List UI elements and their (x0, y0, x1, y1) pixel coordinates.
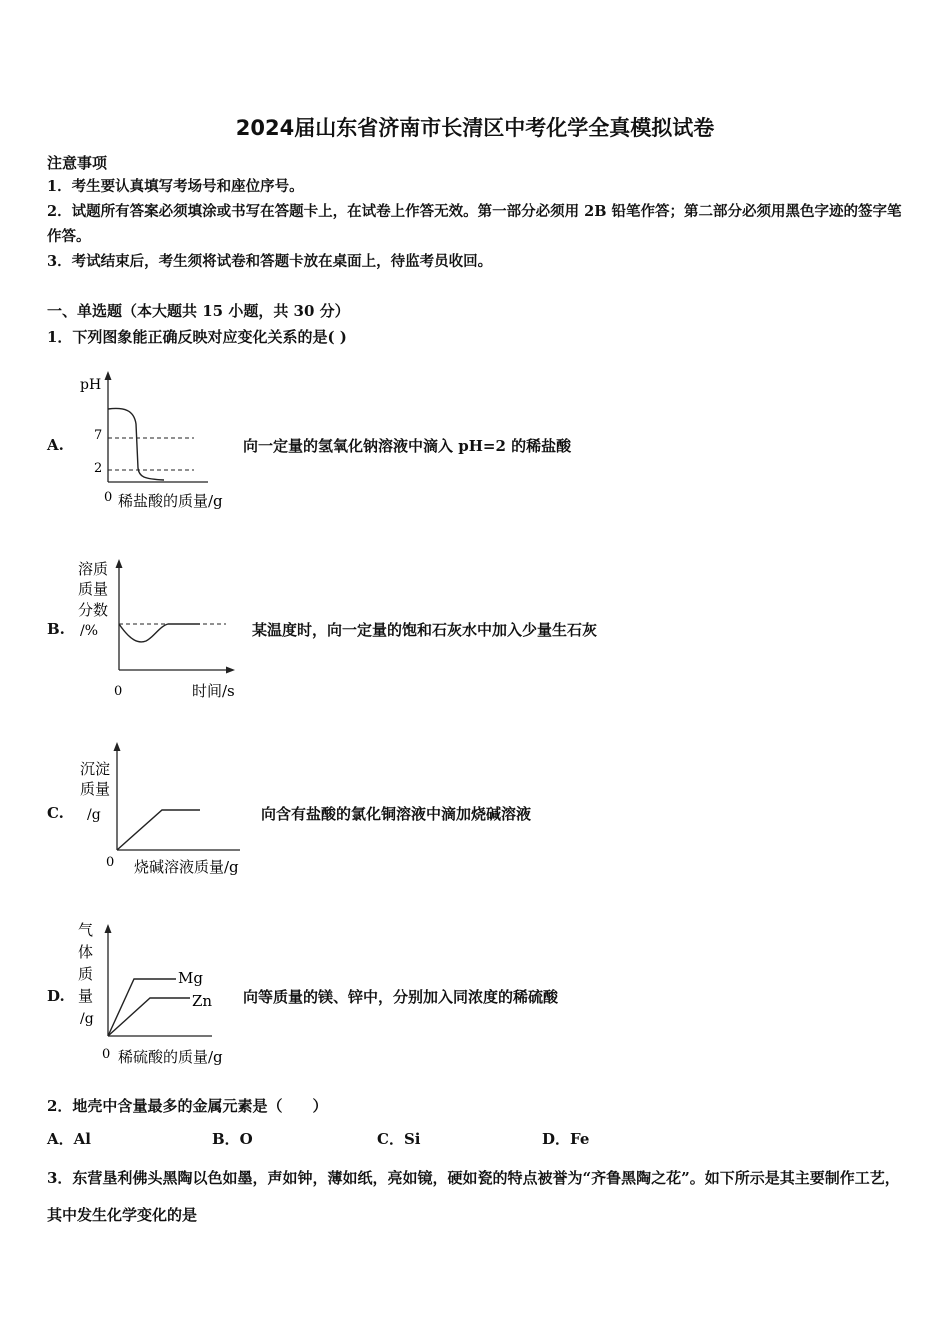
option-c-text: 向含有盐酸的氯化铜溶液中滴加烧碱溶液 (261, 805, 532, 823)
y-label-line-1: 溶质 (78, 560, 109, 578)
page-title: 2024届山东省济南市长清区中考化学全真模拟试卷 (235, 116, 715, 140)
option-c-graph (72, 738, 262, 883)
y-label-line-2: 质量 (80, 780, 111, 798)
question-1-stem: 1．下列图象能正确反映对应变化关系的是( ) (47, 328, 347, 346)
ph-curve (108, 408, 164, 480)
option-a-letter: A. (47, 436, 64, 454)
y-label-line-4: 量 (78, 987, 94, 1005)
question-2-option-c: C．Si (377, 1130, 421, 1148)
y-label-line-3: 分数 (78, 601, 109, 619)
tick-2: 2 (94, 461, 103, 476)
notice-item-2: 2．试题所有答案必须填涂或书写在答题卡上，在试卷上作答无效。第一部分必须用 2B 铅笔作答；第二部分必须用黑色字迹的签字笔作答。 (47, 203, 902, 245)
x-axis-arrow (226, 667, 235, 674)
zn-label: Zn (192, 992, 213, 1010)
origin-label: 0 (102, 1047, 111, 1062)
option-d-text: 向等质量的镁、锌中，分别加入同浓度的稀硫酸 (243, 988, 559, 1006)
option-b-letter: B. (47, 620, 65, 638)
origin-label: 0 (104, 490, 113, 505)
origin-label: 0 (114, 684, 123, 699)
option-c-letter: C. (47, 804, 64, 822)
y-axis-arrow (105, 371, 112, 380)
y-axis-arrow (116, 559, 123, 568)
x-axis-label: 稀盐酸的质量/g (118, 492, 223, 510)
origin-label: 0 (106, 855, 115, 870)
y-axis-arrow (105, 924, 112, 933)
section-heading: 一、单选题（本大题共 15 小题，共 30 分） (47, 302, 350, 320)
zn-line (108, 998, 190, 1036)
y-axis-arrow (114, 742, 121, 751)
y-label-line-2: 体 (78, 943, 94, 961)
precipitate-line (117, 810, 200, 850)
y-label-line-1: 沉淀 (80, 760, 111, 778)
option-a-graph (72, 368, 252, 518)
question-2-option-d: D．Fe (542, 1130, 590, 1148)
option-d-graph (72, 918, 252, 1070)
tick-7: 7 (94, 428, 103, 443)
mg-label: Mg (178, 969, 203, 987)
x-axis-label: 时间/s (192, 682, 235, 700)
option-b-text: 某温度时，向一定量的饱和石灰水中加入少量生石灰 (252, 621, 598, 639)
y-label-line-4: /% (80, 623, 99, 639)
notice-heading: 注意事项 (47, 154, 108, 172)
question-2-option-a: A．Al (47, 1130, 91, 1148)
fraction-curve (119, 624, 200, 642)
question-3-stem: 3．东营垦利佛头黑陶以色如墨，声如钟，薄如纸，亮如镜，硬如瓷的特点被誉为“齐鲁黑陶之花”。如下所示是其主要制作工艺，其中发生化学变化的是 (47, 1169, 900, 1224)
option-b-graph (72, 554, 257, 704)
x-axis-label: 烧碱溶液质量/g (134, 858, 239, 876)
option-d-letter: D. (47, 987, 65, 1005)
y-label-line-3: 质 (78, 965, 94, 983)
question-2-stem: 2．地壳中含量最多的金属元素是（ ） (47, 1097, 328, 1115)
question-2-option-b: B．O (212, 1130, 253, 1148)
y-label-line-5: /g (80, 1011, 94, 1027)
y-label-line-3: /g (87, 807, 101, 823)
x-axis-label: 稀硫酸的质量/g (118, 1048, 223, 1066)
notice-item-3: 3．考试结束后，考生须将试卷和答题卡放在桌面上，待监考员收回。 (47, 253, 493, 270)
notice-item-1: 1．考生要认真填写考场号和座位序号。 (47, 178, 304, 195)
option-a-text: 向一定量的氢氧化钠溶液中滴入 pH=2 的稀盐酸 (243, 437, 572, 455)
y-label-line-2: 质量 (78, 580, 109, 598)
y-axis-label: pH (80, 377, 102, 393)
y-label-line-1: 气 (78, 921, 94, 939)
